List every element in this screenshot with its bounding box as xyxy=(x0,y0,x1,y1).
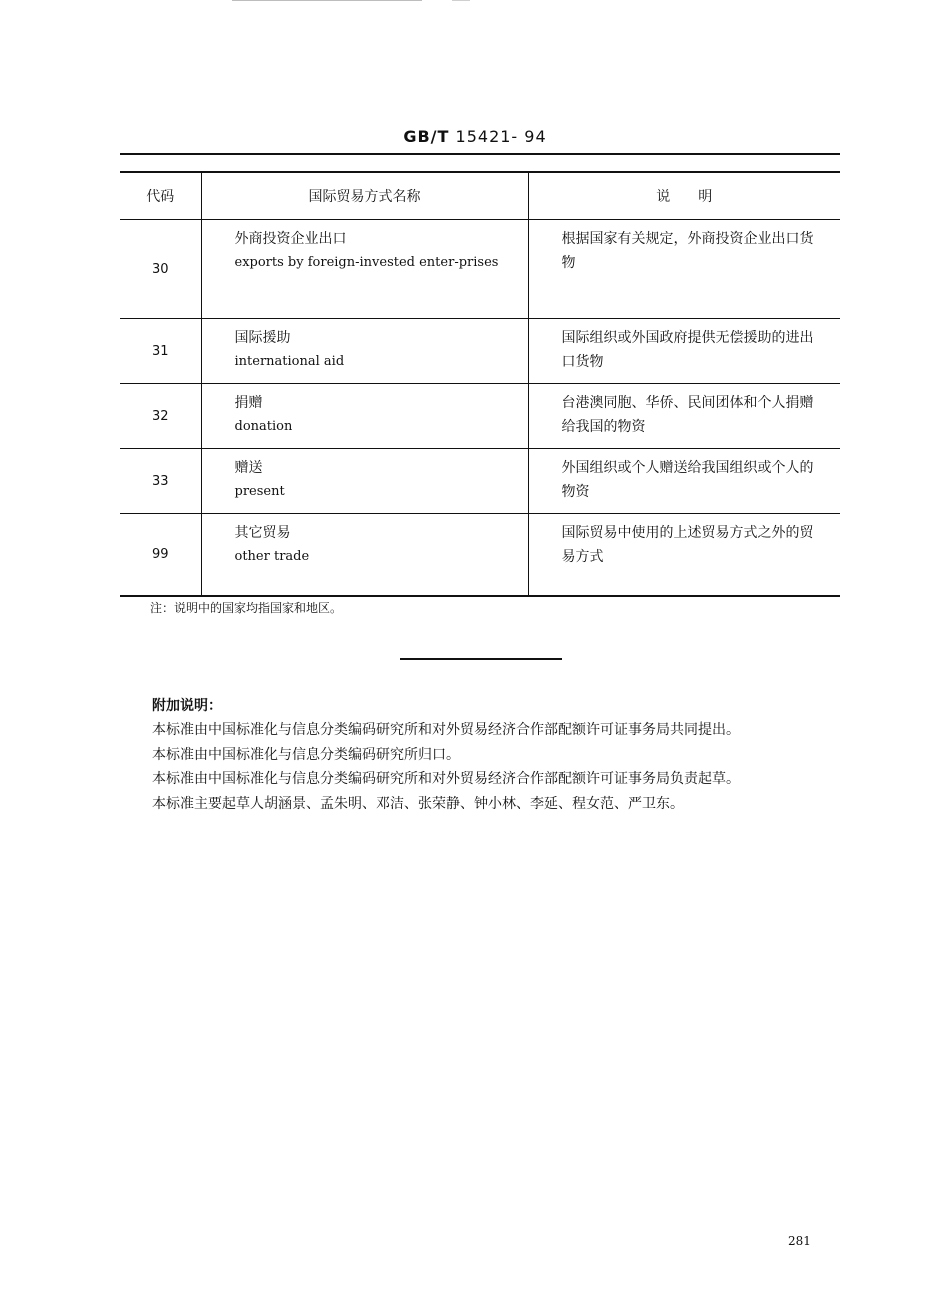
row-code: 31 xyxy=(120,319,201,384)
table-row xyxy=(120,514,840,596)
row-name-zh: 其它贸易 xyxy=(234,525,291,541)
top-scan-rule xyxy=(232,0,422,1)
row-name xyxy=(201,514,528,596)
standard-header xyxy=(0,127,950,146)
section-divider xyxy=(400,658,562,660)
row-description xyxy=(528,449,840,514)
row-name xyxy=(201,319,528,384)
row-name xyxy=(201,220,528,319)
column-header-name: 国际贸易方式名称 xyxy=(201,172,528,220)
top-scan-rule-short xyxy=(452,0,470,1)
trade-mode-table xyxy=(120,171,840,597)
row-name-zh: 捐赠 xyxy=(234,395,263,411)
row-name xyxy=(201,449,528,514)
column-header-description: 说 明 xyxy=(528,172,840,220)
column-header-code: 代码 xyxy=(120,172,201,220)
appendix-title: 附加说明： xyxy=(152,698,222,714)
row-code: 30 xyxy=(120,220,201,319)
appendix-line: 本标准由中国标准化与信息分类编码研究所和对外贸易经济合作部配额许可证事务局共同提出。 xyxy=(152,722,740,738)
row-description-text: 台港澳同胞、华侨、民间团体和个人捐赠给我国的物资 xyxy=(561,395,814,435)
row-description-text: 国际组织或外国政府提供无偿援助的进出口货物 xyxy=(561,330,814,370)
row-description xyxy=(528,384,840,449)
table-row xyxy=(120,220,840,319)
appendix-line: 本标准由中国标准化与信息分类编码研究所归口。 xyxy=(152,746,460,763)
appendix-line: 本标准主要起草人胡涵景、孟朱明、邓洁、张荣静、钟小林、李延、程女范、严卫东。 xyxy=(152,795,684,812)
row-name-en: international aid xyxy=(234,354,345,369)
row-description-text: 外国组织或个人赠送给我国组织或个人的物资 xyxy=(561,460,814,500)
row-description xyxy=(528,514,840,596)
row-name-en: donation xyxy=(234,419,293,434)
header-rule xyxy=(120,153,840,155)
row-name xyxy=(201,384,528,449)
table-row xyxy=(120,319,840,384)
row-name-en: present xyxy=(234,484,285,499)
standard-prefix: GB/T xyxy=(403,127,450,146)
row-name-zh: 国际援助 xyxy=(234,330,291,346)
table-note: 注：说明中的国家均指国家和地区。 xyxy=(150,601,343,615)
appendix-line: 本标准由中国标准化与信息分类编码研究所和对外贸易经济合作部配额许可证事务局负责起草。 xyxy=(152,771,740,787)
table-row xyxy=(120,449,840,514)
standard-number: 15421- 94 xyxy=(455,127,547,146)
row-name-en: exports by foreign-invested enter-prises xyxy=(234,255,499,270)
table-row xyxy=(120,384,840,449)
row-code: 32 xyxy=(120,384,201,449)
row-description xyxy=(528,319,840,384)
row-name-zh: 赠送 xyxy=(234,460,263,476)
row-code: 33 xyxy=(120,449,201,514)
appendix xyxy=(152,694,852,816)
row-description-text: 国际贸易中使用的上述贸易方式之外的贸易方式 xyxy=(561,525,814,565)
row-name-en: other trade xyxy=(234,549,310,564)
page-number: 281 xyxy=(788,1234,811,1248)
table-header-row xyxy=(120,172,840,220)
row-name-zh: 外商投资企业出口 xyxy=(234,231,347,247)
row-description-text: 根据国家有关规定，外商投资企业出口货物 xyxy=(561,231,814,271)
row-code: 99 xyxy=(120,514,201,596)
row-description xyxy=(528,220,840,319)
